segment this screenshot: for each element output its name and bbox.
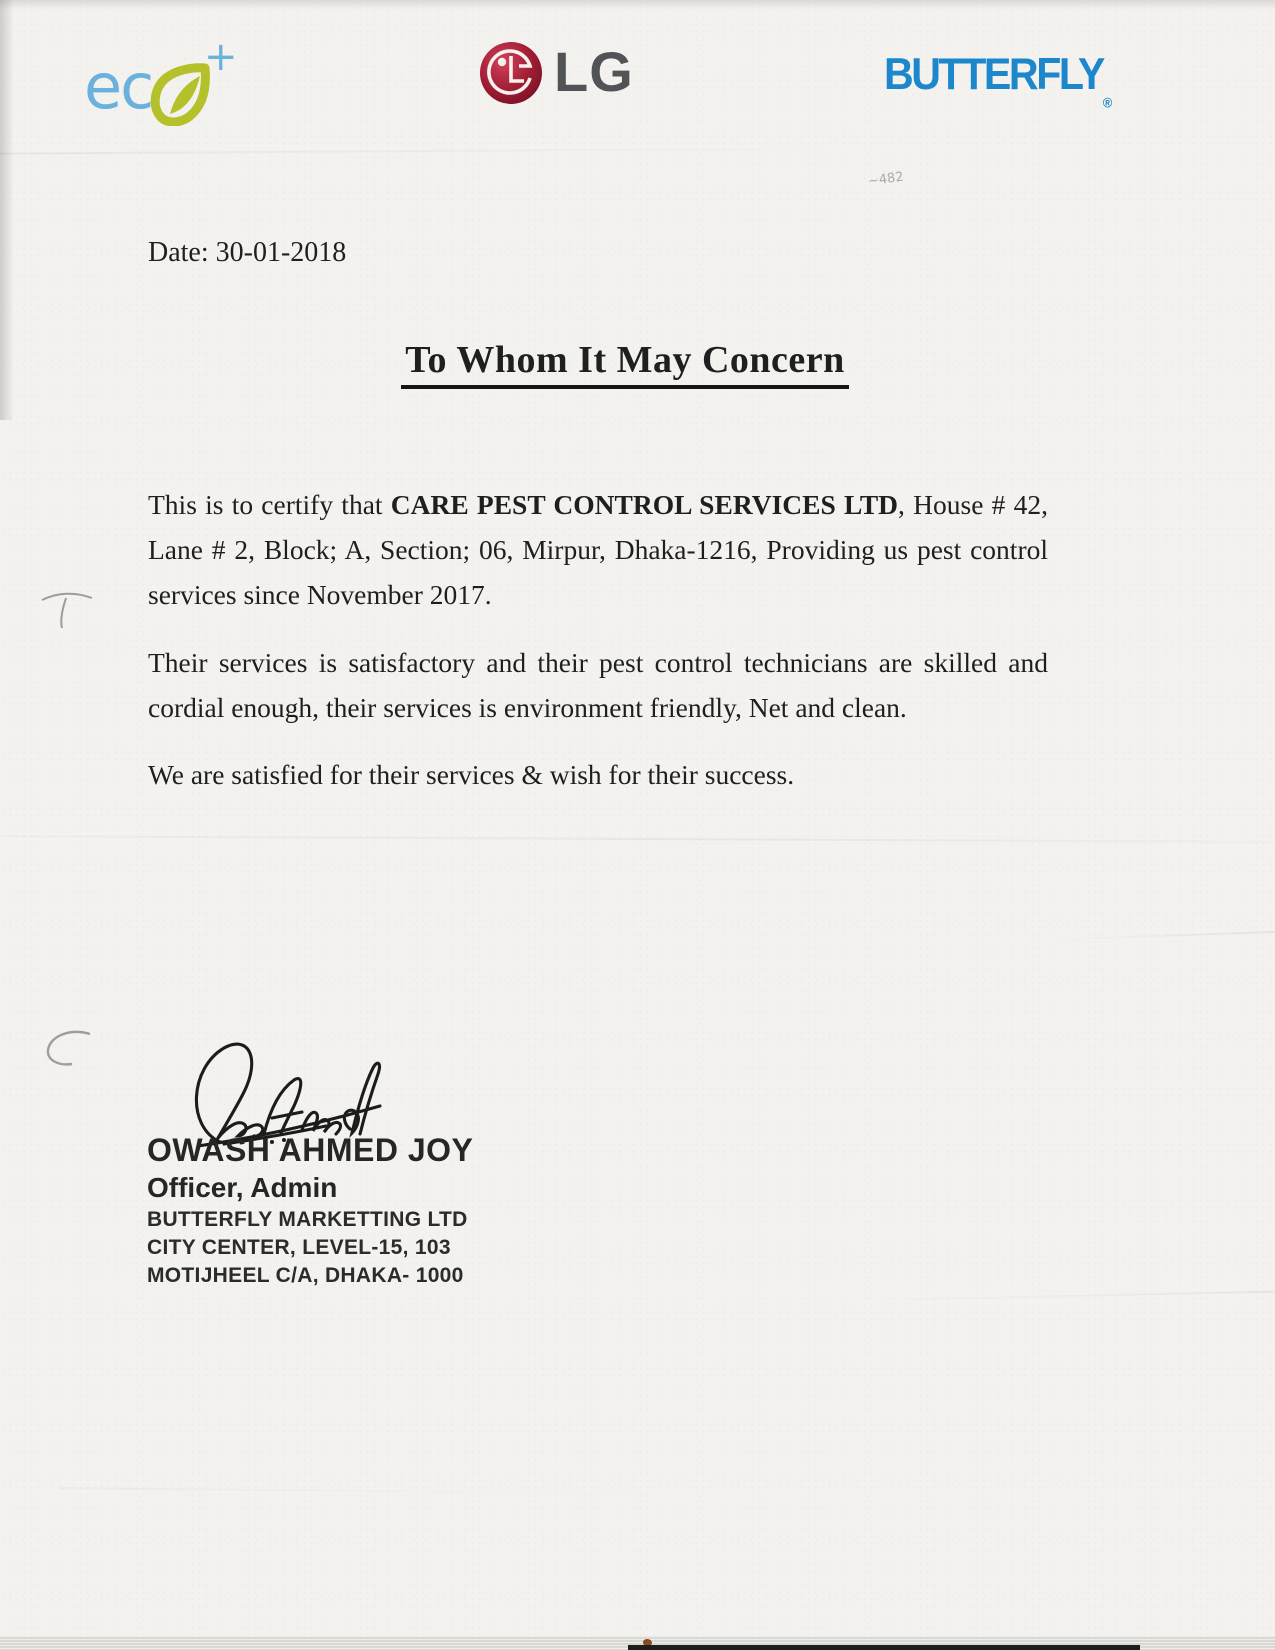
- signatory-name: OWASH AHMED JOY: [147, 1132, 474, 1168]
- eco-logo-text: ec: [84, 50, 153, 123]
- letter-title: [0, 338, 1250, 389]
- butterfly-wordmark: BUTTERFLY: [884, 48, 1103, 99]
- lg-symbol-icon: [478, 40, 544, 111]
- certify-text-prefix: This is to certify that: [148, 489, 391, 520]
- pen-mark-artifact: [36, 578, 106, 633]
- letter-title-text: To Whom It May Concern: [401, 338, 849, 389]
- scan-edge-shadow-top: [0, 0, 1275, 10]
- paper-crease: [0, 835, 1275, 843]
- company-name-bold: CARE PEST CONTROL SERVICES LTD: [390, 489, 899, 520]
- eco-plus-icon: +: [204, 34, 238, 80]
- paper-crease: [0, 147, 867, 154]
- services-paragraph: Their services is satisfactory and their pest control technicians are skilled and cordial enough, their services is environment friendly, Net and clean.: [148, 647, 1048, 723]
- paper-crease: [860, 1291, 1275, 1302]
- closing-paragraph: We are satisfied for their services & wish for their success.: [148, 759, 795, 790]
- scanner-dark-bar: [628, 1645, 1140, 1650]
- paper-crease: [1040, 931, 1275, 941]
- lg-logo: [478, 40, 678, 110]
- registered-mark: ®: [1102, 95, 1113, 111]
- paper-crease: [60, 1487, 697, 1495]
- certify-text-suffix: , House # 42, Lane # 2, Block; A, Section; 06, Mirpur, Dhaka-1216, Providing us pest control services since November 2017.: [148, 489, 1048, 610]
- lg-wordmark: LG: [554, 40, 634, 103]
- eco-plus-logo: [84, 34, 238, 130]
- pen-mark-artifact: [42, 1026, 102, 1076]
- signatory-title: Officer, Admin: [147, 1172, 338, 1203]
- signatory-address-line1: CITY CENTER, LEVEL-15, 103: [147, 1236, 451, 1259]
- signatory-company: BUTTERFLY MARKETTING LTD: [147, 1208, 468, 1231]
- faint-pencil-mark: ~482: [867, 169, 905, 190]
- eco-leaf-icon: [150, 62, 212, 131]
- signatory-address-line2: MOTIJHEEL C/A, DHAKA- 1000: [147, 1264, 464, 1287]
- butterfly-logo: [884, 48, 1119, 111]
- certify-paragraph: [148, 482, 1048, 617]
- date-line: Date: 30-01-2018: [148, 237, 347, 268]
